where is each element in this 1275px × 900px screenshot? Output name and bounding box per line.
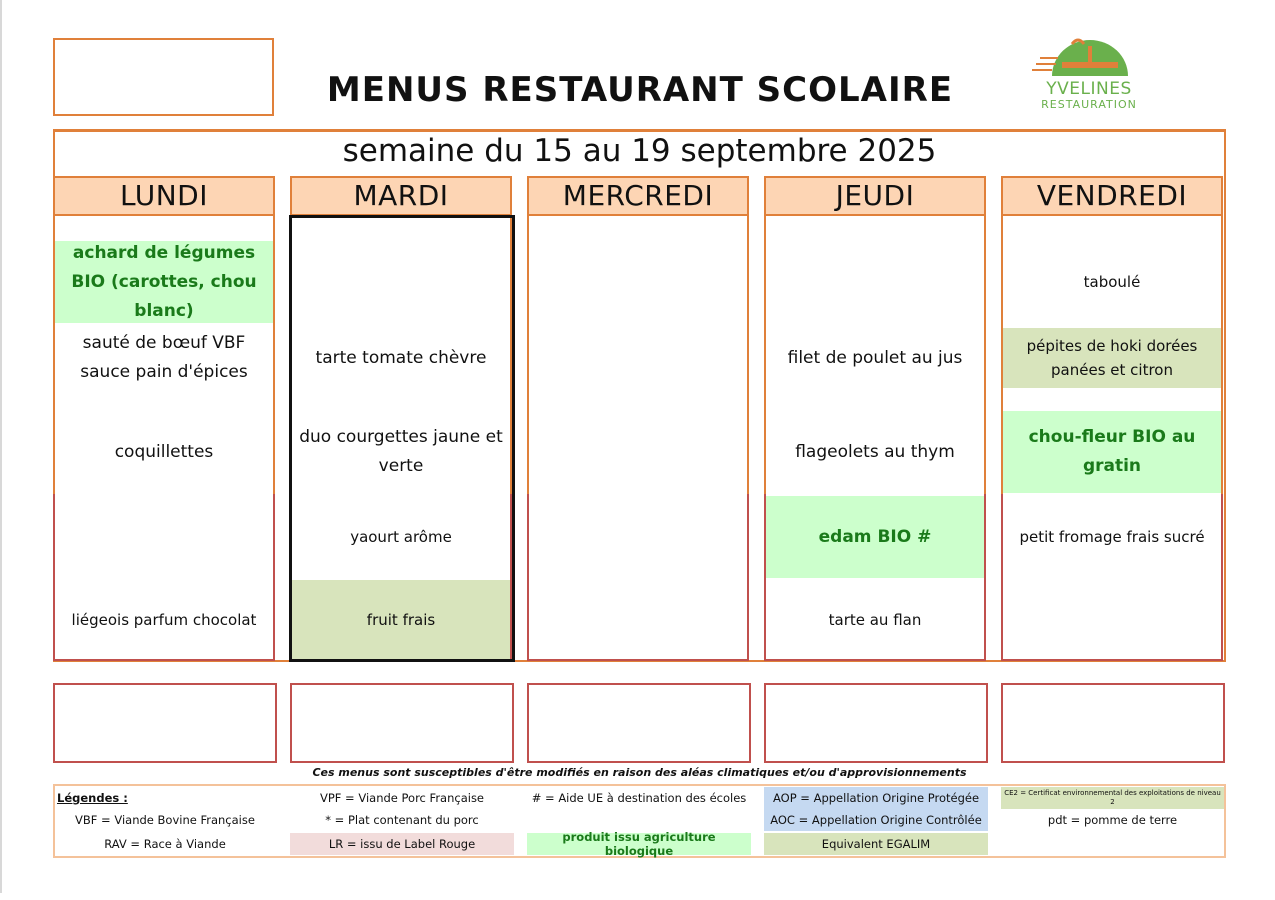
menu-item-starter: taboulé bbox=[1083, 273, 1141, 291]
day-header: LUNDI bbox=[55, 176, 273, 216]
legend-egalim: Equivalent EGALIM bbox=[764, 833, 988, 855]
brand-name: YVELINES bbox=[1046, 79, 1132, 99]
menu-item-starter bbox=[292, 241, 510, 323]
legend-aop: AOP = Appellation Origine Protégée bbox=[764, 787, 988, 809]
legend-bio: produit issu agriculture biologique bbox=[527, 833, 751, 855]
legend-ce2: CE2 = Certificat environnemental des exploitations de niveau 2 bbox=[1001, 787, 1224, 809]
legend-aoc: AOC = Appellation Origine Contrôlée bbox=[764, 809, 988, 831]
menu-item-side: flageolets au thym bbox=[795, 441, 955, 462]
legend-vpf: VPF = Viande Porc Française bbox=[319, 791, 485, 805]
menu-item-dairy bbox=[529, 496, 747, 578]
brand-subtitle: RESTAURATION bbox=[1041, 98, 1137, 111]
legend-rav: RAV = Race à Viande bbox=[104, 837, 226, 851]
day-header: MERCREDI bbox=[529, 176, 747, 216]
disclaimer-note: Ces menus sont susceptibles d'être modifiés en raison des aléas climatiques et/ou d'approvisionnements bbox=[312, 766, 967, 779]
menu-item-dessert bbox=[1003, 580, 1221, 660]
menu-item-dairy: yaourt arôme bbox=[350, 528, 452, 546]
extra-cell-mercredi bbox=[527, 683, 751, 763]
day-column-mardi bbox=[290, 176, 512, 661]
day-column-lundi bbox=[53, 176, 275, 661]
extra-cell-jeudi bbox=[764, 683, 988, 763]
menu-item-side: coquillettes bbox=[114, 441, 214, 462]
day-column-mercredi bbox=[527, 176, 749, 661]
menu-item-dessert: tarte au flan bbox=[828, 611, 922, 629]
menu-item-side: duo courgettes jaune et verte bbox=[299, 427, 503, 476]
menu-item-starter bbox=[766, 241, 984, 323]
legend-aide-ue: # = Aide UE à destination des écoles bbox=[531, 791, 747, 805]
menu-item-starter: achard de légumes BIO (carottes, chou blanc) bbox=[55, 241, 273, 323]
legend-label-rouge: LR = issu de Label Rouge bbox=[290, 833, 514, 855]
legend-porc: * = Plat contenant du porc bbox=[325, 813, 479, 827]
menu-item-dairy bbox=[55, 496, 273, 578]
menu-item-main bbox=[529, 324, 747, 392]
menu-item-starter bbox=[529, 241, 747, 323]
menu-item-dairy: petit fromage frais sucré bbox=[1019, 528, 1205, 546]
menu-item-side bbox=[529, 411, 747, 493]
school-logo-box bbox=[53, 38, 274, 116]
week-title: semaine du 15 au 19 septembre 2025 bbox=[342, 133, 937, 169]
menu-item-main: tarte tomate chèvre bbox=[315, 347, 487, 368]
day-header: MARDI bbox=[292, 176, 510, 216]
legend-vbf: VBF = Viande Bovine Française bbox=[75, 813, 255, 827]
menu-item-dessert bbox=[529, 580, 747, 660]
menu-item-main: filet de poulet au jus bbox=[787, 347, 963, 368]
menu-item-dessert: liégeois parfum chocolat bbox=[71, 611, 257, 629]
day-column-jeudi bbox=[764, 176, 986, 661]
menu-item-dessert: fruit frais bbox=[292, 580, 510, 660]
page-left-rule bbox=[0, 0, 2, 893]
menu-item-side: chou-fleur BIO au gratin bbox=[1003, 411, 1221, 493]
extra-cell-vendredi bbox=[1001, 683, 1225, 763]
day-column-vendredi bbox=[1001, 176, 1223, 661]
menu-item-main: sauté de bœuf VBF sauce pain d'épices bbox=[80, 333, 248, 382]
menu-item-main: pépites de hoki dorées panées et citron bbox=[1003, 328, 1221, 388]
legend-title: Légendes : bbox=[57, 791, 128, 805]
extra-cell-mardi bbox=[290, 683, 514, 763]
extra-cell-lundi bbox=[53, 683, 277, 763]
legend-pdt: pdt = pomme de terre bbox=[1047, 813, 1178, 827]
day-header: VENDREDI bbox=[1003, 176, 1221, 216]
menu-item-dairy: edam BIO # bbox=[766, 496, 984, 578]
page-title: MENUS RESTAURANT SCOLAIRE bbox=[326, 70, 954, 110]
day-header: JEUDI bbox=[766, 176, 984, 216]
